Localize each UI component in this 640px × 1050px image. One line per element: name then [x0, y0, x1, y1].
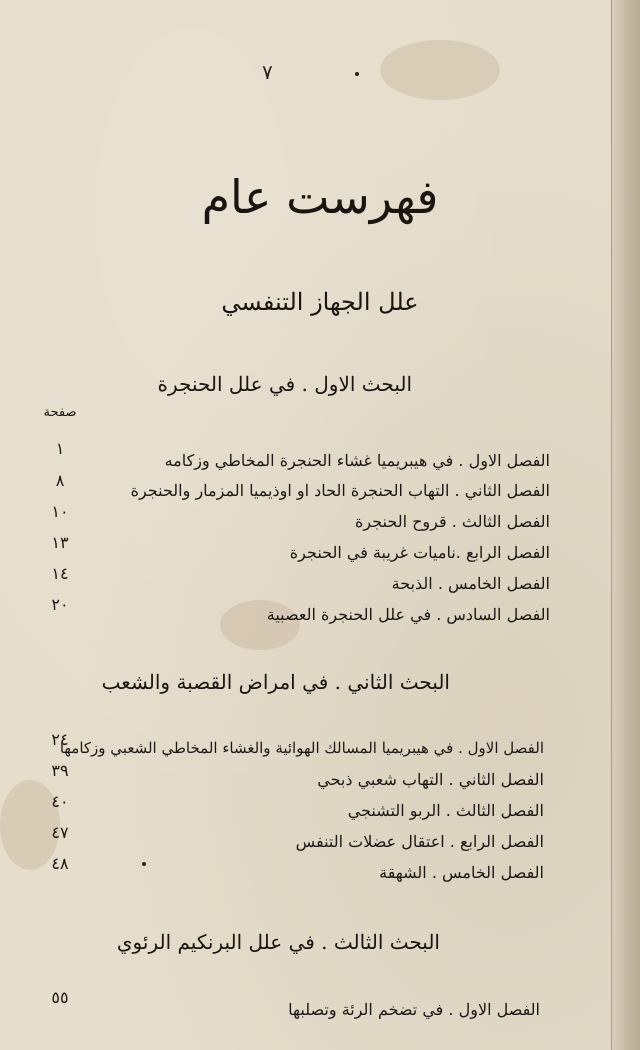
- page-header-mark: ٧: [262, 60, 273, 84]
- page-column-label: صفحة: [43, 405, 77, 420]
- toc-page-number: ٤٨: [51, 854, 69, 873]
- toc-entry: الفصل الثاني . التهاب الحنجرة الحاد او اوذيميا المزمار والحنجرة: [130, 481, 550, 500]
- toc-page-number: ١: [55, 439, 65, 458]
- toc-entry: الفصل الخامس . الذبحة: [391, 574, 550, 593]
- toc-entry: الفصل الرابع .ناميات غريبة في الحنجرة: [289, 543, 550, 562]
- toc-page-number: ٤٧: [51, 823, 69, 842]
- part-title: علل الجهاز التنفسي: [221, 288, 419, 316]
- section-title-1: البحث الاول . في علل الحنجرة: [157, 372, 412, 396]
- toc-page-number: ٥٥: [51, 988, 69, 1007]
- toc-page-number: ٤٠: [51, 792, 69, 811]
- toc-entry: الفصل الخامس . الشهقة: [379, 863, 544, 882]
- toc-entry: الفصل الرابع . اعتقال عضلات التنفس: [295, 832, 544, 851]
- page-title: فهرست عام: [201, 170, 439, 224]
- toc-page-number: ٣٩: [51, 761, 69, 780]
- toc-entry: الفصل الثاني . التهاب شعبي ذبحي: [317, 770, 544, 789]
- paper-stain: [380, 40, 500, 100]
- toc-page-number: ١٠: [51, 502, 69, 521]
- ink-dot: [355, 72, 359, 76]
- toc-entry: الفصل الاول . في هيبريميا المسالك الهوائية والغشاء المخاطي الشعبي وزكامها: [59, 739, 544, 757]
- ink-dot: [142, 862, 146, 866]
- book-spine-edge: [611, 0, 640, 1050]
- toc-page-number: ١٣: [51, 533, 69, 552]
- toc-entry: الفصل الاول . في تضخم الرئة وتصلبها: [288, 1000, 540, 1019]
- toc-entry: الفصل الثالث . الربو التشنجي: [347, 801, 544, 820]
- section-title-3: البحث الثالث . في علل البرنكيم الرئوي: [116, 930, 440, 954]
- toc-entry: الفصل السادس . في علل الحنجرة العصبية: [266, 605, 550, 624]
- toc-page-number: ٨: [55, 471, 65, 490]
- toc-page-number: ٢٤: [51, 730, 69, 749]
- toc-entry: الفصل الاول . في هيبريميا غشاء الحنجرة المخاطي وزكامه: [164, 451, 550, 470]
- toc-entry: الفصل الثالث . قروح الحنجرة: [355, 512, 550, 531]
- toc-page-number: ٢٠: [51, 595, 69, 614]
- section-title-2: البحث الثاني . في امراض القصبة والشعب: [101, 670, 450, 694]
- toc-page-number: ١٤: [51, 564, 69, 583]
